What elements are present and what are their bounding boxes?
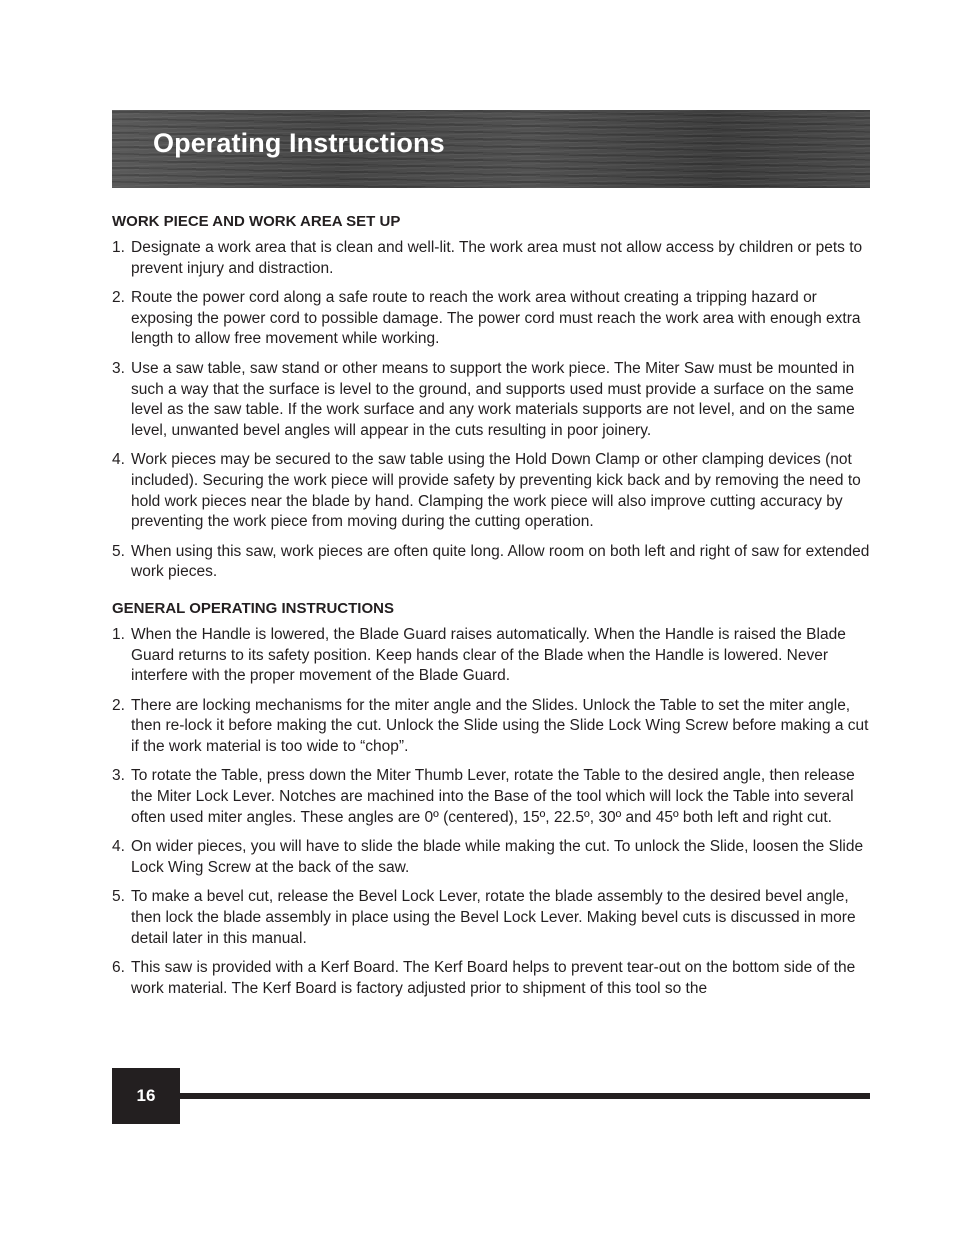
list-item xyxy=(112,837,872,878)
item-text: On wider pieces, you will have to slide the blade while making the cut. To unlock the Slide, loosen the Slide Lock Wing Screw at the back of the saw. xyxy=(131,838,864,876)
main-content xyxy=(112,212,872,1008)
item-text: To make a bevel cut, release the Bevel Lock Lever, rotate the blade assembly to the desired bevel angle, then lock the blade assembly in place using the Bevel Lock Lever. Making bevel cuts is discussed in more detail later in this manual. xyxy=(131,888,856,947)
item-text: To rotate the Table, press down the Miter Thumb Lever, rotate the Table to the desired angle, then release the Miter Lock Lever. Notches are machined into the Base of the tool which will lock the Table into several often used miter angles. These angles are 0º (centered), 15º, 22.5º, 30º and 45º both left and right cut. xyxy=(131,767,855,826)
item-number: 1. xyxy=(112,625,125,643)
item-number: 4. xyxy=(112,838,125,856)
list-item xyxy=(112,288,872,350)
page-number-label: 16 xyxy=(136,1086,156,1105)
item-text: There are locking mechanisms for the miter angle and the Slides. Unlock the Table to set the miter angle, then re-lock it before making the cut. Unlock the Slide using the Slide Lock Wing Screw before making a cut if the work material is too wide to “chop”. xyxy=(131,696,869,755)
list-item xyxy=(112,958,872,999)
item-number: 5. xyxy=(112,542,125,560)
item-text: Designate a work area that is clean and well-lit. The work area must not allow access by children or pets to prevent injury and distraction. xyxy=(131,239,863,277)
item-number: 1. xyxy=(112,239,125,256)
list-item xyxy=(112,696,872,758)
item-text: When the Handle is lowered, the Blade Guard raises automatically. When the Handle is raised the Blade Guard returns to its safety position. Keep hands clear of the Blade when the Handle is lowered. Never interfere with the proper movement of the Blade Guard. xyxy=(131,625,846,685)
item-number: 3. xyxy=(112,767,125,785)
footer-rule xyxy=(112,1093,870,1099)
item-text: When using this saw, work pieces are often quite long. Allow room on both left and right of saw for extended work pieces. xyxy=(131,542,870,581)
item-text: Use a saw table, saw stand or other means to support the work piece. The Miter Saw must be mounted in such a way that the surface is level to the ground, and supports used must provide a surface on the same level as the saw table. If the work surface and any work materials supports are not level, and on the same level, unwanted bevel angles will appear in the cuts resulting in poor joinery. xyxy=(131,359,855,439)
header-banner xyxy=(112,110,870,188)
page-number xyxy=(112,1068,180,1124)
general-instructions-list xyxy=(112,625,872,1000)
item-number: 5. xyxy=(112,888,125,906)
section-heading-general: GENERAL OPERATING INSTRUCTIONS xyxy=(112,599,394,617)
list-item xyxy=(112,238,872,279)
list-item xyxy=(112,766,872,828)
item-number: 4. xyxy=(112,451,125,469)
item-number: 2. xyxy=(112,696,125,714)
list-item xyxy=(112,887,872,949)
setup-instructions-list xyxy=(112,238,872,583)
list-item xyxy=(112,542,872,583)
item-text: This saw is provided with a Kerf Board. The Kerf Board helps to prevent tear-out on the bottom side of the work material. The Kerf Board is factory adjusted prior to shipment of this tool so the xyxy=(131,959,856,997)
list-item xyxy=(112,450,872,532)
section-heading-setup: WORK PIECE AND WORK AREA SET UP xyxy=(112,213,401,230)
item-number: 2. xyxy=(112,289,125,307)
list-item xyxy=(112,625,872,687)
list-item xyxy=(112,359,872,441)
item-number: 3. xyxy=(112,359,125,377)
item-text: Work pieces may be secured to the saw table using the Hold Down Clamp or other clamping devices (not included). Securing the work piece will provide safety by preventing kick back and by removing the need to hold work pieces near the blade by hand. Clamping the work piece will also improve cutting accuracy by preventing the work piece from moving during the cutting operation. xyxy=(131,451,861,531)
item-number: 6. xyxy=(112,959,125,977)
page-title: Operating Instructions xyxy=(153,128,445,158)
item-text: Route the power cord along a safe route to reach the work area without creating a tripping hazard or exposing the power cord to possible damage. The power cord must reach the work area with enough extra length to allow free movement while working. xyxy=(131,289,861,348)
